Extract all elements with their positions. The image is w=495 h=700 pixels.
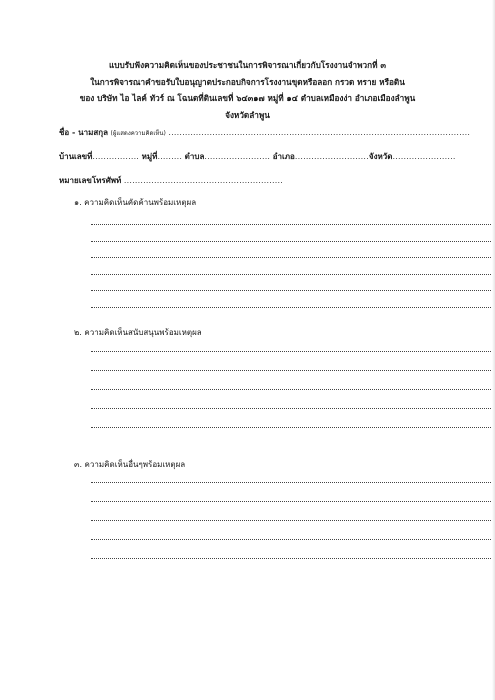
address-row [59, 150, 456, 163]
section-other-title: ๓. ความคิดเห็นอื่นๆพร้อมเหตุผล [74, 460, 186, 469]
moo-label: หมู่ที่ [141, 152, 158, 161]
answer-line[interactable] [91, 290, 495, 291]
moo-field[interactable]: ......... [157, 152, 183, 161]
answer-line[interactable] [91, 307, 495, 308]
house-no-label: บ้านเลขที่ [59, 152, 93, 161]
tambon-label: ตำบล [184, 152, 205, 161]
answer-line[interactable] [91, 501, 495, 502]
answer-line[interactable] [91, 257, 495, 258]
name-label: ชื่อ - นามสกุล [59, 128, 108, 137]
header-line-3: ของ บริษัท ไอ ไลค์ ทัวร์ ณ โฉนดที่ดินเลขที่ ๖๔๓๑๗ หมู่ที่ ๑๔ ตำบลเหมืองง่า อำเภอเมืองลำพูน [79, 93, 416, 103]
section-oppose [74, 196, 196, 209]
answer-line[interactable] [91, 274, 495, 275]
amphoe-field[interactable]: ........................... [294, 152, 369, 161]
answer-line[interactable] [91, 558, 495, 559]
phone-row [59, 174, 283, 187]
answer-line[interactable] [91, 370, 495, 371]
province-label: จังหวัด [368, 152, 393, 161]
name-row [59, 126, 470, 139]
form-header [0, 57, 495, 123]
name-hint: (ผู้แสดงความคิดเห็น) [110, 130, 166, 137]
phone-label: หมายเลขโทรศัพท์ [59, 176, 122, 185]
answer-line[interactable] [91, 520, 495, 521]
phone-field[interactable]: .......................................................... [123, 176, 283, 185]
section-oppose-title: ๑. ความคิดเห็นคัดค้านพร้อมเหตุผล [74, 198, 197, 207]
answer-line[interactable] [91, 241, 495, 242]
section-other [74, 458, 185, 471]
answer-line[interactable] [91, 389, 495, 390]
header-line-4: จังหวัดลำพูน [225, 109, 270, 120]
answer-line[interactable] [91, 351, 495, 352]
tambon-field[interactable]: ........................ [204, 152, 271, 161]
answer-line[interactable] [91, 408, 495, 409]
answer-line[interactable] [91, 482, 495, 483]
amphoe-label: อำเภอ [272, 152, 295, 161]
header-line-2: ในการพิจารณาคำขอรับใบอนุญาตประกอบกิจการโรงงานขุดหรือลอก กรวด ทราย หรือดิน [90, 76, 405, 87]
name-field[interactable]: .............................................................................................................. [168, 128, 471, 137]
answer-line[interactable] [91, 427, 495, 428]
header-line-1: แบบรับฟังความคิดเห็นของประชาชนในการพิจารณาเกี่ยวกับโรงงานจำพวกที่ ๓ [109, 60, 386, 70]
province-field[interactable]: ....................... [392, 152, 456, 161]
answer-line[interactable] [91, 539, 495, 540]
house-no-field[interactable]: ................. [92, 152, 140, 161]
section-support-title: ๒. ความคิดเห็นสนับสนุนพร้อมเหตุผล [74, 328, 202, 337]
answer-line[interactable] [91, 224, 495, 225]
section-support [74, 326, 202, 339]
